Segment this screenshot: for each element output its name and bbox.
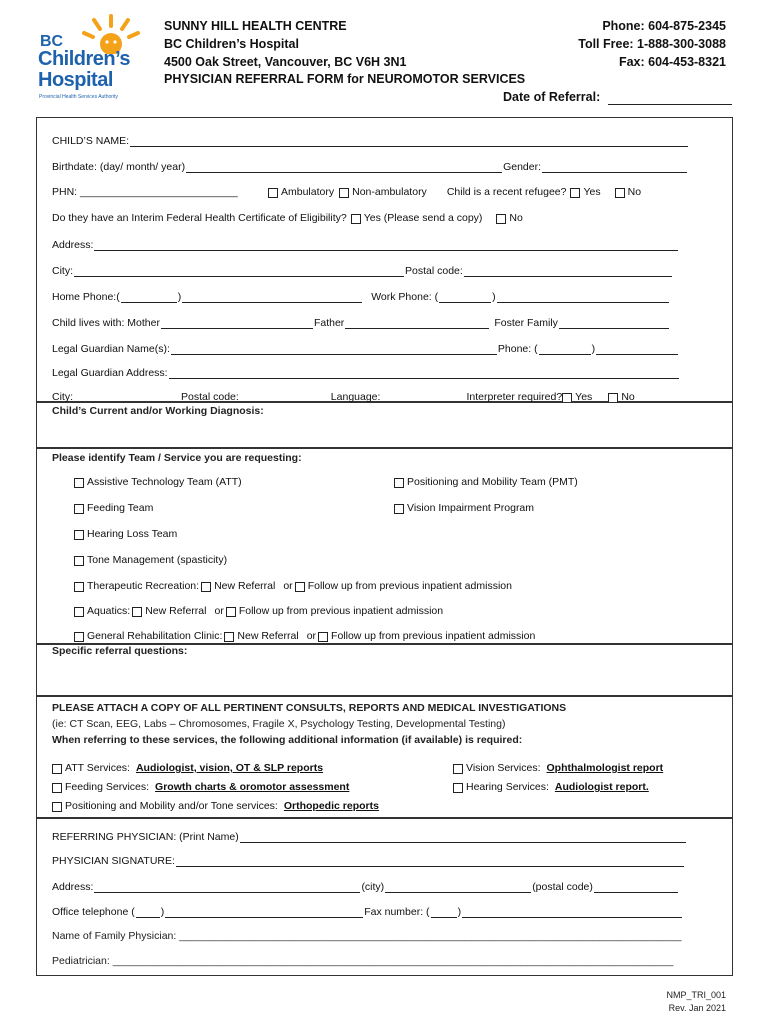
address-label: Address: (52, 239, 94, 251)
tone-checkbox[interactable] (74, 556, 84, 566)
ifh-row (52, 212, 523, 224)
city-row (52, 264, 673, 277)
recreation-followup-label: Follow up from previous inpatient admission (307, 580, 512, 592)
service-rehab (74, 630, 535, 642)
work-phone-close: ) (492, 291, 496, 303)
physician-postal-field[interactable] (594, 880, 678, 893)
feeding-services-label: Feeding Services: (65, 781, 150, 793)
service-hearing (74, 528, 177, 540)
physician-signature-row (52, 854, 685, 867)
hearing-services-label: Hearing Services: (466, 781, 549, 793)
guardian-row (52, 342, 679, 355)
date-of-referral-field[interactable] (608, 92, 732, 105)
city-field[interactable] (74, 264, 404, 277)
service-aquatics (74, 605, 443, 617)
att-services-requirement: Audiologist, vision, OT & SLP reports (135, 762, 324, 774)
feeding-checkbox[interactable] (74, 504, 84, 514)
recreation-new-label: New Referral (214, 580, 276, 592)
aquatics-checkbox[interactable] (74, 607, 84, 617)
non-ambulatory-label: Non-ambulatory (352, 186, 427, 198)
vision-services-label: Vision Services: (466, 762, 541, 774)
office-tel-field[interactable] (165, 905, 363, 918)
father-label: Father (313, 317, 345, 329)
physician-name-row (52, 830, 687, 843)
org-name: SUNNY HILL HEALTH CENTRE (164, 19, 347, 33)
guardian-phone-area-field[interactable] (539, 342, 591, 355)
lives-with-label: Child lives with: Mother (52, 317, 160, 329)
phones-row (52, 290, 670, 303)
service-att (74, 476, 242, 488)
feeding-requirement (52, 781, 349, 793)
form-title: PHYSICIAN REFERRAL FORM for NEUROMOTOR SERVICES (164, 72, 526, 86)
father-field[interactable] (345, 316, 489, 329)
child-name-label: CHILD’S NAME: (52, 135, 130, 147)
hearing-label: Hearing Loss Team (87, 528, 178, 540)
fax-area-field[interactable] (431, 905, 457, 918)
refugee-no-checkbox[interactable] (615, 188, 625, 198)
logo-bc: BC (40, 33, 64, 50)
org-address: 4500 Oak Street, Vancouver, BC V6H 3N1 (164, 55, 407, 69)
ifh-yes-checkbox[interactable] (351, 214, 361, 224)
vision-checkbox[interactable] (394, 504, 404, 514)
services-heading: Please identify Team / Service you are requesting: (52, 452, 302, 464)
att-requirement (52, 762, 323, 774)
rehab-or: or (306, 630, 317, 642)
rehab-new-checkbox[interactable] (224, 632, 234, 642)
rehab-followup-checkbox[interactable] (318, 632, 328, 642)
office-tel-label: Office telephone ( (52, 906, 135, 918)
vision-services-requirement: Ophthalmologist report (546, 762, 664, 774)
child-name-row (52, 134, 689, 147)
aquatics-followup-label: Follow up from previous inpatient admission (238, 605, 444, 617)
work-phone-label: Work Phone: ( (371, 291, 439, 303)
tone-label: Tone Management (spasticity) (87, 554, 228, 566)
home-phone-field[interactable] (182, 290, 362, 303)
gender-field[interactable] (542, 160, 687, 173)
child-name-field[interactable] (130, 134, 688, 147)
foster-field[interactable] (559, 316, 669, 329)
interpreter-no-label: No (621, 391, 635, 403)
recreation-label: Therapeutic Recreation: (87, 580, 200, 592)
vision-services-checkbox[interactable] (453, 764, 463, 774)
physician-address-field[interactable] (94, 880, 360, 893)
language-label: Language: (330, 391, 381, 403)
physician-postal-label: (postal code) (532, 881, 593, 893)
logo-childrens: Children’s (38, 48, 131, 70)
ifh-no-checkbox[interactable] (496, 214, 506, 224)
physician-name-field[interactable] (240, 830, 686, 843)
physician-signature-label: PHYSICIAN SIGNATURE: (52, 855, 175, 867)
ambulatory-checkbox[interactable] (268, 188, 278, 198)
pm-services-label: Positioning and Mobility and/or Tone services: (65, 800, 278, 812)
fax-close: ) (457, 906, 462, 918)
guardian-phone-field[interactable] (596, 342, 678, 355)
city-label: City: (52, 265, 73, 277)
foster-label: Foster Family (494, 317, 558, 329)
guardian-address-row (52, 366, 680, 379)
ifh-yes-label: Yes (Please send a copy) (363, 212, 483, 224)
rehab-followup-label: Follow up from previous inpatient admission (331, 630, 536, 642)
guardian-address-label: Legal Guardian Address: (52, 367, 168, 379)
pmt-checkbox[interactable] (394, 478, 404, 488)
mother-field[interactable] (161, 316, 313, 329)
family-physician-row[interactable]: Name of Family Physician: ______________________________________________________________________________________ (52, 930, 682, 942)
recreation-new-checkbox[interactable] (201, 582, 211, 592)
aquatics-new-label: New Referral (145, 605, 207, 617)
phn-label: PHN: ___________________________ (52, 186, 238, 198)
recreation-followup-checkbox[interactable] (295, 582, 305, 592)
service-vision (394, 502, 534, 514)
hearing-requirement (453, 781, 649, 793)
work-phone-area-field[interactable] (439, 290, 491, 303)
birthdate-field[interactable] (186, 160, 502, 173)
aquatics-followup-checkbox[interactable] (226, 607, 236, 617)
att-checkbox[interactable] (74, 478, 84, 488)
att-services-label: ATT Services: (65, 762, 130, 774)
service-pmt (394, 476, 578, 488)
phone-number: Phone: 604-875-2345 (602, 19, 726, 33)
logo (36, 14, 156, 104)
service-tone (74, 554, 227, 566)
att-services-checkbox[interactable] (52, 764, 62, 774)
date-of-referral-label: Date of Referral: (503, 90, 601, 104)
ambulatory-label: Ambulatory (281, 186, 335, 198)
interpreter-yes-label: Yes (575, 391, 593, 403)
refugee-label: Child is a recent refugee? (446, 186, 567, 198)
ifh-label: Do they have an Interim Federal Health Certificate of Eligibility? (52, 212, 347, 224)
guardian-phone-label: Phone: ( (497, 343, 538, 355)
feeding-services-requirement: Growth charts & oromotor assessment (155, 781, 350, 793)
fax-label: Fax number: ( (364, 906, 430, 918)
vision-label: Vision Impairment Program (407, 502, 535, 514)
att-label: Assistive Technology Team (ATT) (87, 476, 242, 488)
pm-services-checkbox[interactable] (52, 802, 62, 812)
office-phone-row (52, 905, 683, 918)
guardian-phone-close: ) (591, 343, 596, 355)
lives-with-row (52, 316, 670, 329)
physician-city-label: (city) (361, 881, 385, 893)
aquatics-new-checkbox[interactable] (132, 607, 142, 617)
service-feeding (74, 502, 153, 514)
pm-requirement (52, 800, 379, 812)
logo-hospital: Hospital (38, 69, 113, 91)
physician-name-label: REFERRING PHYSICIAN: (Print Name) (52, 831, 239, 843)
feeding-label: Feeding Team (87, 502, 154, 514)
rehab-new-label: New Referral (237, 630, 299, 642)
guardian-names-label: Legal Guardian Name(s): (52, 343, 170, 355)
attach-required: When referring to these services, the following additional information (if available) is required: (52, 734, 523, 746)
hearing-services-requirement: Audiologist report. (554, 781, 649, 793)
home-phone-close: ) (177, 291, 182, 303)
interpreter-label: Interpreter required? (466, 391, 563, 403)
form-code: NMP_TRI_001 (666, 990, 726, 1000)
feeding-services-checkbox[interactable] (52, 783, 62, 793)
birthdate-row (52, 160, 688, 173)
service-recreation (74, 580, 512, 592)
hospital-name: BC Children’s Hospital (164, 37, 299, 51)
phn-row (52, 186, 641, 198)
home-phone-label: Home Phone:( (52, 291, 120, 303)
rehab-label: General Rehabilitation Clinic: (87, 630, 223, 642)
toll-free-number: Toll Free: 1-888-300-3088 (578, 37, 726, 51)
revision-date: Rev. Jan 2021 (668, 1003, 726, 1013)
physician-address-label: Address: (52, 881, 94, 893)
questions-label: Specific referral questions: (52, 645, 188, 657)
ifh-no-label: No (509, 212, 523, 224)
office-tel-area-field[interactable] (136, 905, 160, 918)
guardian-address-field[interactable] (169, 366, 679, 379)
address-row (52, 238, 679, 251)
attach-heading: PLEASE ATTACH A COPY OF ALL PERTINENT CONSULTS, REPORTS AND MEDICAL INVESTIGATIONS (52, 702, 567, 714)
recreation-checkbox[interactable] (74, 582, 84, 592)
pediatrician-row[interactable]: Pediatrician: ________________________________________________________________________________________________ (52, 955, 674, 967)
non-ambulatory-checkbox[interactable] (339, 188, 349, 198)
physician-address-row (52, 880, 679, 893)
refugee-yes-label: Yes (583, 186, 601, 198)
guardian-city-label: City: (52, 391, 73, 403)
postal-label: Postal code: (405, 265, 463, 277)
fax-field[interactable] (462, 905, 682, 918)
attach-examples: (ie: CT Scan, EEG, Labs – Chromosomes, Fragile X, Psychology Testing, Developmental Testing) (52, 718, 506, 730)
office-tel-close: ) (160, 906, 165, 918)
work-phone-field[interactable] (497, 290, 669, 303)
aquatics-or: or (214, 605, 224, 617)
address-field[interactable] (94, 238, 678, 251)
diagnosis-label: Child’s Current and/or Working Diagnosis: (52, 405, 264, 417)
home-phone-area-field[interactable] (121, 290, 177, 303)
logo-tagline: Provincial Health Services Authority (39, 94, 118, 100)
gender-label: Gender: (503, 161, 542, 173)
hearing-checkbox[interactable] (74, 530, 84, 540)
vision-requirement (453, 762, 663, 774)
pm-services-requirement: Orthopedic reports (283, 800, 379, 812)
guardian-postal-label: Postal code: (181, 391, 239, 403)
physician-signature-field[interactable] (176, 854, 684, 867)
postal-field[interactable] (464, 264, 672, 277)
fax-number: Fax: 604-453-8321 (618, 55, 726, 69)
refugee-no-label: No (627, 186, 642, 198)
physician-city-field[interactable] (385, 880, 531, 893)
recreation-or: or (283, 580, 293, 592)
pmt-label: Positioning and Mobility Team (PMT) (407, 476, 578, 488)
aquatics-label: Aquatics: (87, 605, 131, 617)
hearing-services-checkbox[interactable] (453, 783, 463, 793)
birthdate-label: Birthdate: (day/ month/ year) (52, 161, 186, 173)
rehab-checkbox[interactable] (74, 632, 84, 642)
guardian-names-field[interactable] (171, 342, 497, 355)
refugee-yes-checkbox[interactable] (570, 188, 580, 198)
